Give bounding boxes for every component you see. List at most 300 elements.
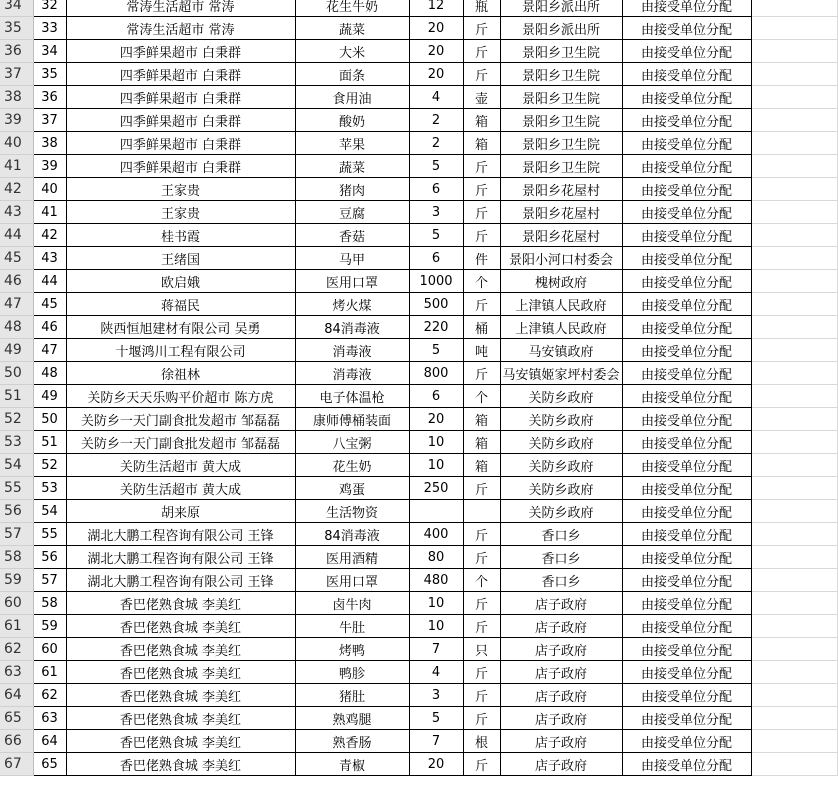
- distribution-cell[interactable]: 由接受单位分配: [622, 523, 751, 546]
- row-header[interactable]: 42: [0, 178, 33, 201]
- empty-cell[interactable]: [751, 316, 837, 339]
- donor-cell[interactable]: 四季鲜果超市 白秉群: [66, 109, 295, 132]
- donor-cell[interactable]: 四季鲜果超市 白秉群: [66, 40, 295, 63]
- quantity-cell[interactable]: [409, 500, 463, 523]
- seq-cell[interactable]: 61: [33, 661, 66, 684]
- row-header[interactable]: 64: [0, 684, 33, 707]
- empty-cell[interactable]: [751, 707, 837, 730]
- donor-cell[interactable]: 关防乡天天乐购平价超市 陈方虎: [66, 385, 295, 408]
- seq-cell[interactable]: 48: [33, 362, 66, 385]
- unit-cell[interactable]: 箱: [463, 408, 500, 431]
- recipient-cell[interactable]: 景阳乡花屋村: [500, 201, 622, 224]
- item-cell[interactable]: 花生奶: [295, 454, 409, 477]
- quantity-cell[interactable]: 10: [409, 615, 463, 638]
- donor-cell[interactable]: 王绪国: [66, 247, 295, 270]
- quantity-cell[interactable]: 6: [409, 178, 463, 201]
- distribution-cell[interactable]: 由接受单位分配: [622, 109, 751, 132]
- item-cell[interactable]: 84消毒液: [295, 523, 409, 546]
- row-header[interactable]: 35: [0, 17, 33, 40]
- donor-cell[interactable]: 香巴佬熟食城 李美红: [66, 615, 295, 638]
- unit-cell[interactable]: 只: [463, 638, 500, 661]
- distribution-cell[interactable]: 由接受单位分配: [622, 224, 751, 247]
- recipient-cell[interactable]: 关防乡政府: [500, 454, 622, 477]
- empty-cell[interactable]: [751, 109, 837, 132]
- item-cell[interactable]: 生活物资: [295, 500, 409, 523]
- item-cell[interactable]: 电子体温枪: [295, 385, 409, 408]
- recipient-cell[interactable]: 上津镇人民政府: [500, 293, 622, 316]
- quantity-cell[interactable]: 5: [409, 224, 463, 247]
- recipient-cell[interactable]: 景阳乡卫生院: [500, 109, 622, 132]
- row-header[interactable]: 54: [0, 454, 33, 477]
- distribution-cell[interactable]: 由接受单位分配: [622, 707, 751, 730]
- row-header[interactable]: 67: [0, 753, 33, 776]
- unit-cell[interactable]: 斤: [463, 224, 500, 247]
- quantity-cell[interactable]: 10: [409, 454, 463, 477]
- row-header[interactable]: 34: [0, 0, 33, 17]
- empty-cell[interactable]: [751, 661, 837, 684]
- seq-cell[interactable]: 52: [33, 454, 66, 477]
- row-header[interactable]: 56: [0, 500, 33, 523]
- seq-cell[interactable]: 41: [33, 201, 66, 224]
- row-header[interactable]: 49: [0, 339, 33, 362]
- distribution-cell[interactable]: 由接受单位分配: [622, 408, 751, 431]
- row-header[interactable]: 36: [0, 40, 33, 63]
- empty-cell[interactable]: [751, 293, 837, 316]
- seq-cell[interactable]: 43: [33, 247, 66, 270]
- item-cell[interactable]: 食用油: [295, 86, 409, 109]
- recipient-cell[interactable]: 店子政府: [500, 707, 622, 730]
- unit-cell[interactable]: 斤: [463, 592, 500, 615]
- seq-cell[interactable]: 44: [33, 270, 66, 293]
- recipient-cell[interactable]: 马安镇姬家坪村委会: [500, 362, 622, 385]
- unit-cell[interactable]: 斤: [463, 63, 500, 86]
- unit-cell[interactable]: 壶: [463, 86, 500, 109]
- empty-cell[interactable]: [751, 86, 837, 109]
- recipient-cell[interactable]: 店子政府: [500, 592, 622, 615]
- recipient-cell[interactable]: 景阳乡卫生院: [500, 86, 622, 109]
- empty-cell[interactable]: [751, 546, 837, 569]
- quantity-cell[interactable]: 250: [409, 477, 463, 500]
- recipient-cell[interactable]: 马安镇政府: [500, 339, 622, 362]
- seq-cell[interactable]: 37: [33, 109, 66, 132]
- row-header[interactable]: 57: [0, 523, 33, 546]
- seq-cell[interactable]: 57: [33, 569, 66, 592]
- seq-cell[interactable]: 53: [33, 477, 66, 500]
- seq-cell[interactable]: 64: [33, 730, 66, 753]
- donor-cell[interactable]: 关防生活超市 黄大成: [66, 454, 295, 477]
- empty-cell[interactable]: [751, 63, 837, 86]
- empty-cell[interactable]: [751, 753, 837, 776]
- donor-cell[interactable]: 陕西恒旭建材有限公司 吴勇: [66, 316, 295, 339]
- distribution-cell[interactable]: 由接受单位分配: [622, 63, 751, 86]
- recipient-cell[interactable]: 景阳乡花屋村: [500, 178, 622, 201]
- row-header[interactable]: 53: [0, 431, 33, 454]
- donor-cell[interactable]: 十堰鸿川工程有限公司: [66, 339, 295, 362]
- distribution-cell[interactable]: 由接受单位分配: [622, 730, 751, 753]
- empty-cell[interactable]: [751, 155, 837, 178]
- item-cell[interactable]: 卤牛肉: [295, 592, 409, 615]
- row-header[interactable]: 50: [0, 362, 33, 385]
- empty-cell[interactable]: [751, 362, 837, 385]
- unit-cell[interactable]: 箱: [463, 454, 500, 477]
- item-cell[interactable]: 马甲: [295, 247, 409, 270]
- quantity-cell[interactable]: 7: [409, 730, 463, 753]
- distribution-cell[interactable]: 由接受单位分配: [622, 753, 751, 776]
- quantity-cell[interactable]: 400: [409, 523, 463, 546]
- donor-cell[interactable]: 湖北大鹏工程咨询有限公司 王锋: [66, 569, 295, 592]
- unit-cell[interactable]: 斤: [463, 477, 500, 500]
- recipient-cell[interactable]: 关防乡政府: [500, 477, 622, 500]
- distribution-cell[interactable]: 由接受单位分配: [622, 270, 751, 293]
- empty-cell[interactable]: [751, 201, 837, 224]
- item-cell[interactable]: 消毒液: [295, 362, 409, 385]
- recipient-cell[interactable]: 关防乡政府: [500, 408, 622, 431]
- item-cell[interactable]: 花生牛奶: [295, 0, 409, 17]
- seq-cell[interactable]: 46: [33, 316, 66, 339]
- donor-cell[interactable]: 湖北大鹏工程咨询有限公司 王锋: [66, 546, 295, 569]
- empty-cell[interactable]: [751, 500, 837, 523]
- recipient-cell[interactable]: 店子政府: [500, 684, 622, 707]
- quantity-cell[interactable]: 3: [409, 201, 463, 224]
- donor-cell[interactable]: 四季鲜果超市 白秉群: [66, 86, 295, 109]
- item-cell[interactable]: 猪肚: [295, 684, 409, 707]
- donor-cell[interactable]: 常涛生活超市 常涛: [66, 0, 295, 17]
- item-cell[interactable]: 烤鸭: [295, 638, 409, 661]
- donor-cell[interactable]: 胡来原: [66, 500, 295, 523]
- empty-cell[interactable]: [751, 385, 837, 408]
- row-header[interactable]: 48: [0, 316, 33, 339]
- row-header[interactable]: 60: [0, 592, 33, 615]
- unit-cell[interactable]: 斤: [463, 293, 500, 316]
- seq-cell[interactable]: 58: [33, 592, 66, 615]
- donor-cell[interactable]: 香巴佬熟食城 李美红: [66, 592, 295, 615]
- quantity-cell[interactable]: 6: [409, 385, 463, 408]
- item-cell[interactable]: 医用口罩: [295, 270, 409, 293]
- quantity-cell[interactable]: 3: [409, 684, 463, 707]
- quantity-cell[interactable]: 80: [409, 546, 463, 569]
- row-header[interactable]: 62: [0, 638, 33, 661]
- distribution-cell[interactable]: 由接受单位分配: [622, 661, 751, 684]
- empty-cell[interactable]: [751, 523, 837, 546]
- item-cell[interactable]: 康师傅桶装面: [295, 408, 409, 431]
- quantity-cell[interactable]: 5: [409, 155, 463, 178]
- donor-cell[interactable]: 关防乡一天门副食批发超市 邹磊磊: [66, 408, 295, 431]
- unit-cell[interactable]: 瓶: [463, 0, 500, 17]
- seq-cell[interactable]: 34: [33, 40, 66, 63]
- quantity-cell[interactable]: 6: [409, 247, 463, 270]
- recipient-cell[interactable]: 店子政府: [500, 661, 622, 684]
- distribution-cell[interactable]: 由接受单位分配: [622, 569, 751, 592]
- recipient-cell[interactable]: 景阳小河口村委会: [500, 247, 622, 270]
- seq-cell[interactable]: 36: [33, 86, 66, 109]
- quantity-cell[interactable]: 4: [409, 86, 463, 109]
- quantity-cell[interactable]: 20: [409, 408, 463, 431]
- item-cell[interactable]: 八宝粥: [295, 431, 409, 454]
- quantity-cell[interactable]: 10: [409, 431, 463, 454]
- quantity-cell[interactable]: 500: [409, 293, 463, 316]
- recipient-cell[interactable]: 景阳乡花屋村: [500, 224, 622, 247]
- donor-cell[interactable]: 关防乡一天门副食批发超市 邹磊磊: [66, 431, 295, 454]
- item-cell[interactable]: 酸奶: [295, 109, 409, 132]
- unit-cell[interactable]: 箱: [463, 109, 500, 132]
- donor-cell[interactable]: 香巴佬熟食城 李美红: [66, 753, 295, 776]
- recipient-cell[interactable]: 香口乡: [500, 523, 622, 546]
- row-header[interactable]: 59: [0, 569, 33, 592]
- donor-cell[interactable]: 欧启娥: [66, 270, 295, 293]
- donor-cell[interactable]: 四季鲜果超市 白秉群: [66, 155, 295, 178]
- distribution-cell[interactable]: 由接受单位分配: [622, 615, 751, 638]
- recipient-cell[interactable]: 店子政府: [500, 730, 622, 753]
- empty-cell[interactable]: [751, 592, 837, 615]
- item-cell[interactable]: 猪肉: [295, 178, 409, 201]
- empty-cell[interactable]: [751, 339, 837, 362]
- recipient-cell[interactable]: 槐树政府: [500, 270, 622, 293]
- quantity-cell[interactable]: 12: [409, 0, 463, 17]
- distribution-cell[interactable]: 由接受单位分配: [622, 385, 751, 408]
- unit-cell[interactable]: 斤: [463, 661, 500, 684]
- empty-cell[interactable]: [751, 224, 837, 247]
- recipient-cell[interactable]: 景阳乡卫生院: [500, 132, 622, 155]
- donor-cell[interactable]: 香巴佬熟食城 李美红: [66, 684, 295, 707]
- unit-cell[interactable]: 斤: [463, 523, 500, 546]
- item-cell[interactable]: 熟鸡腿: [295, 707, 409, 730]
- item-cell[interactable]: 84消毒液: [295, 316, 409, 339]
- quantity-cell[interactable]: 10: [409, 592, 463, 615]
- distribution-cell[interactable]: 由接受单位分配: [622, 362, 751, 385]
- quantity-cell[interactable]: 480: [409, 569, 463, 592]
- empty-cell[interactable]: [751, 132, 837, 155]
- seq-cell[interactable]: 39: [33, 155, 66, 178]
- donor-cell[interactable]: 常涛生活超市 常涛: [66, 17, 295, 40]
- empty-cell[interactable]: [751, 615, 837, 638]
- quantity-cell[interactable]: 2: [409, 132, 463, 155]
- seq-cell[interactable]: 42: [33, 224, 66, 247]
- distribution-cell[interactable]: 由接受单位分配: [622, 592, 751, 615]
- distribution-cell[interactable]: 由接受单位分配: [622, 477, 751, 500]
- distribution-cell[interactable]: 由接受单位分配: [622, 178, 751, 201]
- row-header[interactable]: 40: [0, 132, 33, 155]
- quantity-cell[interactable]: 20: [409, 17, 463, 40]
- unit-cell[interactable]: 个: [463, 270, 500, 293]
- recipient-cell[interactable]: 景阳乡卫生院: [500, 63, 622, 86]
- quantity-cell[interactable]: 1000: [409, 270, 463, 293]
- item-cell[interactable]: 鸡蛋: [295, 477, 409, 500]
- unit-cell[interactable]: 斤: [463, 546, 500, 569]
- empty-cell[interactable]: [751, 0, 837, 17]
- unit-cell[interactable]: 箱: [463, 431, 500, 454]
- empty-cell[interactable]: [751, 431, 837, 454]
- seq-cell[interactable]: 62: [33, 684, 66, 707]
- unit-cell[interactable]: 桶: [463, 316, 500, 339]
- unit-cell[interactable]: 斤: [463, 155, 500, 178]
- seq-cell[interactable]: 35: [33, 63, 66, 86]
- row-header[interactable]: 61: [0, 615, 33, 638]
- row-header[interactable]: 51: [0, 385, 33, 408]
- quantity-cell[interactable]: 20: [409, 63, 463, 86]
- distribution-cell[interactable]: 由接受单位分配: [622, 339, 751, 362]
- quantity-cell[interactable]: 20: [409, 753, 463, 776]
- seq-cell[interactable]: 60: [33, 638, 66, 661]
- donor-cell[interactable]: 蒋福民: [66, 293, 295, 316]
- donor-cell[interactable]: 香巴佬熟食城 李美红: [66, 707, 295, 730]
- seq-cell[interactable]: 40: [33, 178, 66, 201]
- recipient-cell[interactable]: 关防乡政府: [500, 431, 622, 454]
- empty-cell[interactable]: [751, 730, 837, 753]
- seq-cell[interactable]: 63: [33, 707, 66, 730]
- item-cell[interactable]: 蔬菜: [295, 155, 409, 178]
- unit-cell[interactable]: 斤: [463, 17, 500, 40]
- seq-cell[interactable]: 65: [33, 753, 66, 776]
- row-header[interactable]: 58: [0, 546, 33, 569]
- distribution-cell[interactable]: 由接受单位分配: [622, 17, 751, 40]
- distribution-cell[interactable]: 由接受单位分配: [622, 454, 751, 477]
- seq-cell[interactable]: 54: [33, 500, 66, 523]
- item-cell[interactable]: 鸭胗: [295, 661, 409, 684]
- donor-cell[interactable]: 王家贵: [66, 201, 295, 224]
- recipient-cell[interactable]: 景阳乡卫生院: [500, 155, 622, 178]
- empty-cell[interactable]: [751, 247, 837, 270]
- quantity-cell[interactable]: 2: [409, 109, 463, 132]
- donor-cell[interactable]: 香巴佬熟食城 李美红: [66, 730, 295, 753]
- distribution-cell[interactable]: 由接受单位分配: [622, 293, 751, 316]
- distribution-cell[interactable]: 由接受单位分配: [622, 132, 751, 155]
- item-cell[interactable]: 大米: [295, 40, 409, 63]
- distribution-cell[interactable]: 由接受单位分配: [622, 201, 751, 224]
- item-cell[interactable]: 熟香肠: [295, 730, 409, 753]
- donor-cell[interactable]: 关防生活超市 黄大成: [66, 477, 295, 500]
- recipient-cell[interactable]: 关防乡政府: [500, 500, 622, 523]
- empty-cell[interactable]: [751, 270, 837, 293]
- unit-cell[interactable]: 个: [463, 569, 500, 592]
- item-cell[interactable]: 牛肚: [295, 615, 409, 638]
- empty-cell[interactable]: [751, 638, 837, 661]
- seq-cell[interactable]: 33: [33, 17, 66, 40]
- recipient-cell[interactable]: 香口乡: [500, 546, 622, 569]
- donor-cell[interactable]: 王家贵: [66, 178, 295, 201]
- unit-cell[interactable]: 斤: [463, 178, 500, 201]
- empty-cell[interactable]: [751, 477, 837, 500]
- distribution-cell[interactable]: 由接受单位分配: [622, 155, 751, 178]
- row-header[interactable]: 38: [0, 86, 33, 109]
- row-header[interactable]: 52: [0, 408, 33, 431]
- unit-cell[interactable]: [463, 500, 500, 523]
- item-cell[interactable]: 豆腐: [295, 201, 409, 224]
- empty-cell[interactable]: [751, 408, 837, 431]
- distribution-cell[interactable]: 由接受单位分配: [622, 247, 751, 270]
- seq-cell[interactable]: 51: [33, 431, 66, 454]
- recipient-cell[interactable]: 关防乡政府: [500, 385, 622, 408]
- unit-cell[interactable]: 斤: [463, 684, 500, 707]
- donor-cell[interactable]: 湖北大鹏工程咨询有限公司 王锋: [66, 523, 295, 546]
- empty-cell[interactable]: [751, 178, 837, 201]
- item-cell[interactable]: 面条: [295, 63, 409, 86]
- unit-cell[interactable]: 斤: [463, 201, 500, 224]
- row-header[interactable]: 46: [0, 270, 33, 293]
- distribution-cell[interactable]: 由接受单位分配: [622, 546, 751, 569]
- quantity-cell[interactable]: 4: [409, 661, 463, 684]
- recipient-cell[interactable]: 上津镇人民政府: [500, 316, 622, 339]
- unit-cell[interactable]: 个: [463, 385, 500, 408]
- unit-cell[interactable]: 斤: [463, 707, 500, 730]
- row-header[interactable]: 43: [0, 201, 33, 224]
- donor-cell[interactable]: 香巴佬熟食城 李美红: [66, 661, 295, 684]
- distribution-cell[interactable]: 由接受单位分配: [622, 40, 751, 63]
- unit-cell[interactable]: 斤: [463, 40, 500, 63]
- empty-cell[interactable]: [751, 684, 837, 707]
- item-cell[interactable]: 医用口罩: [295, 569, 409, 592]
- seq-cell[interactable]: 47: [33, 339, 66, 362]
- unit-cell[interactable]: 斤: [463, 362, 500, 385]
- row-header[interactable]: 47: [0, 293, 33, 316]
- recipient-cell[interactable]: 店子政府: [500, 615, 622, 638]
- unit-cell[interactable]: 斤: [463, 615, 500, 638]
- recipient-cell[interactable]: 景阳乡卫生院: [500, 40, 622, 63]
- recipient-cell[interactable]: 景阳乡派出所: [500, 0, 622, 17]
- item-cell[interactable]: 医用酒精: [295, 546, 409, 569]
- quantity-cell[interactable]: 7: [409, 638, 463, 661]
- quantity-cell[interactable]: 800: [409, 362, 463, 385]
- donor-cell[interactable]: 香巴佬熟食城 李美红: [66, 638, 295, 661]
- seq-cell[interactable]: 55: [33, 523, 66, 546]
- row-header[interactable]: 41: [0, 155, 33, 178]
- quantity-cell[interactable]: 220: [409, 316, 463, 339]
- recipient-cell[interactable]: 香口乡: [500, 569, 622, 592]
- donor-cell[interactable]: 四季鲜果超市 白秉群: [66, 63, 295, 86]
- row-header[interactable]: 65: [0, 707, 33, 730]
- row-header[interactable]: 66: [0, 730, 33, 753]
- seq-cell[interactable]: 49: [33, 385, 66, 408]
- distribution-cell[interactable]: 由接受单位分配: [622, 431, 751, 454]
- distribution-cell[interactable]: 由接受单位分配: [622, 316, 751, 339]
- quantity-cell[interactable]: 20: [409, 40, 463, 63]
- seq-cell[interactable]: 50: [33, 408, 66, 431]
- donor-cell[interactable]: 桂书霞: [66, 224, 295, 247]
- item-cell[interactable]: 烤火煤: [295, 293, 409, 316]
- row-header[interactable]: 44: [0, 224, 33, 247]
- unit-cell[interactable]: 件: [463, 247, 500, 270]
- quantity-cell[interactable]: 5: [409, 707, 463, 730]
- distribution-cell[interactable]: 由接受单位分配: [622, 500, 751, 523]
- item-cell[interactable]: 香菇: [295, 224, 409, 247]
- empty-cell[interactable]: [751, 40, 837, 63]
- recipient-cell[interactable]: 店子政府: [500, 753, 622, 776]
- distribution-cell[interactable]: 由接受单位分配: [622, 684, 751, 707]
- row-header[interactable]: 45: [0, 247, 33, 270]
- unit-cell[interactable]: 根: [463, 730, 500, 753]
- empty-cell[interactable]: [751, 569, 837, 592]
- unit-cell[interactable]: 吨: [463, 339, 500, 362]
- recipient-cell[interactable]: 店子政府: [500, 638, 622, 661]
- row-header[interactable]: 55: [0, 477, 33, 500]
- empty-cell[interactable]: [751, 454, 837, 477]
- empty-cell[interactable]: [751, 17, 837, 40]
- recipient-cell[interactable]: 景阳乡派出所: [500, 17, 622, 40]
- seq-cell[interactable]: 38: [33, 132, 66, 155]
- unit-cell[interactable]: 箱: [463, 132, 500, 155]
- row-header[interactable]: 63: [0, 661, 33, 684]
- item-cell[interactable]: 青椒: [295, 753, 409, 776]
- distribution-cell[interactable]: 由接受单位分配: [622, 0, 751, 17]
- item-cell[interactable]: 苹果: [295, 132, 409, 155]
- seq-cell[interactable]: 45: [33, 293, 66, 316]
- donor-cell[interactable]: 四季鲜果超市 白秉群: [66, 132, 295, 155]
- row-header[interactable]: 39: [0, 109, 33, 132]
- seq-cell[interactable]: 56: [33, 546, 66, 569]
- seq-cell[interactable]: 59: [33, 615, 66, 638]
- row-header[interactable]: 37: [0, 63, 33, 86]
- seq-cell[interactable]: 32: [33, 0, 66, 17]
- quantity-cell[interactable]: 5: [409, 339, 463, 362]
